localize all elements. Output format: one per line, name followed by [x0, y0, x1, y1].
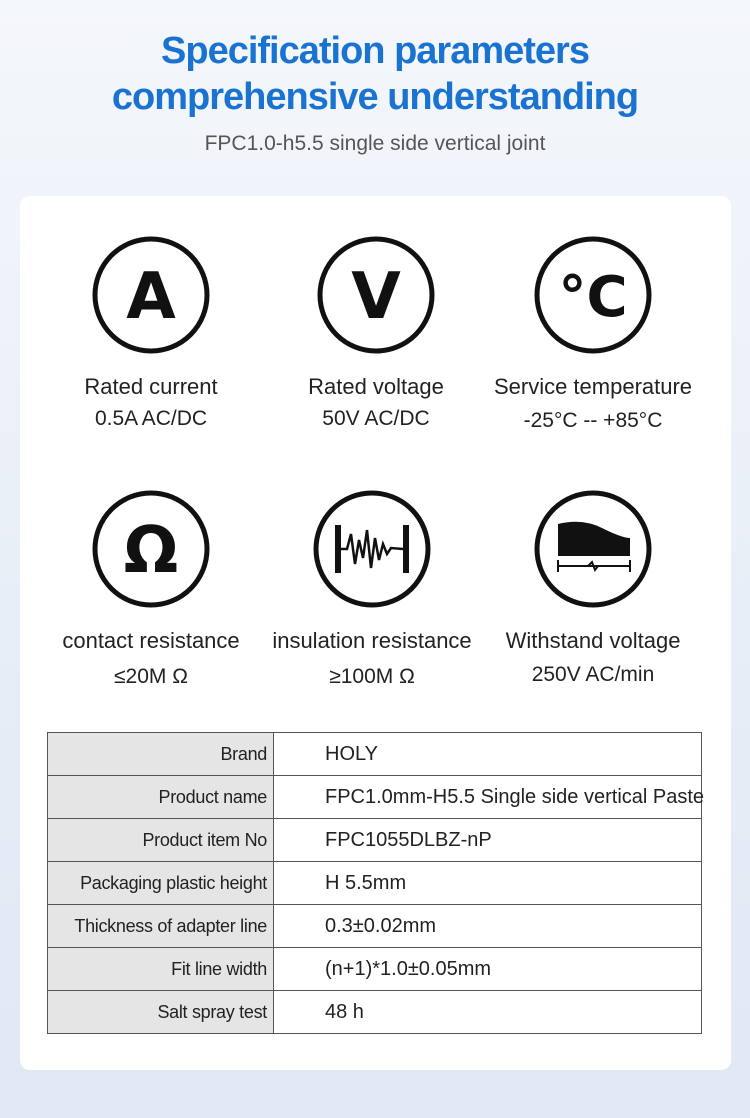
table-row	[48, 905, 702, 948]
volt-symbol: V	[351, 260, 401, 334]
spec-table	[47, 732, 705, 1034]
table-key-cell: Product item No	[48, 819, 274, 862]
table-value-cell: 0.3±0.02mm	[274, 905, 702, 948]
spec-value: -25°C -- +85°C	[523, 409, 663, 432]
spec-label: Rated voltage	[308, 374, 444, 399]
table-row	[48, 776, 702, 819]
page-title-line-2: comprehensive understanding	[111, 76, 639, 118]
table-value-cell: HOLY	[274, 733, 702, 776]
spec-withstand-voltage	[473, 488, 713, 689]
table-value-cell: 48 h	[274, 991, 702, 1034]
table-key-cell: Packaging plastic height	[48, 862, 274, 905]
table-row	[48, 733, 702, 776]
spec-value: 0.5A AC/DC	[94, 407, 208, 430]
spec-label: Rated current	[84, 374, 218, 399]
spec-insulation-resistance	[252, 488, 492, 691]
spec-service-temperature	[473, 234, 713, 435]
spec-label: insulation resistance	[272, 628, 472, 653]
table-value-cell: FPC1055DLBZ-nP	[274, 819, 702, 862]
spec-contact-resistance	[31, 488, 271, 691]
spec-label: contact resistance	[62, 628, 240, 653]
temperature-icon	[532, 234, 654, 356]
spec-card	[20, 196, 731, 1070]
table-row	[48, 948, 702, 991]
spec-label: Service temperature	[493, 374, 693, 399]
table-value-cell: H 5.5mm	[274, 862, 702, 905]
page-subtitle: FPC1.0-h5.5 single side vertical joint	[204, 132, 546, 155]
table-key-cell: Product name	[48, 776, 274, 819]
spec-value: 250V AC/min	[531, 663, 655, 686]
table-row	[48, 862, 702, 905]
ampere-symbol: A	[126, 260, 176, 334]
spec-value: ≥100M Ω	[329, 665, 415, 688]
ampere-icon	[90, 234, 212, 356]
table-key-cell: Fit line width	[48, 948, 274, 991]
spec-label: Withstand voltage	[505, 628, 681, 653]
insulation-icon	[311, 488, 433, 610]
table-key-cell: Thickness of adapter line	[48, 905, 274, 948]
table-key-cell: Brand	[48, 733, 274, 776]
spec-value: ≤20M Ω	[114, 665, 188, 688]
page-title-line-1: Specification parameters	[161, 30, 589, 72]
table-row	[48, 991, 702, 1034]
ohm-icon	[90, 488, 212, 610]
table-value-cell: (n+1)*1.0±0.05mm	[274, 948, 702, 991]
withstand-voltage-icon	[532, 488, 654, 610]
ohm-symbol: Ω	[123, 514, 179, 588]
spec-rated-voltage	[256, 234, 496, 433]
volt-icon	[315, 234, 437, 356]
table-key-cell: Salt spray test	[48, 991, 274, 1034]
table-value-cell: FPC1.0mm-H5.5 Single side vertical Paste	[274, 776, 702, 819]
spec-rated-current	[31, 234, 271, 433]
table-row	[48, 819, 702, 862]
celsius-symbol: °C	[558, 265, 628, 330]
spec-value: 50V AC/DC	[322, 407, 430, 430]
